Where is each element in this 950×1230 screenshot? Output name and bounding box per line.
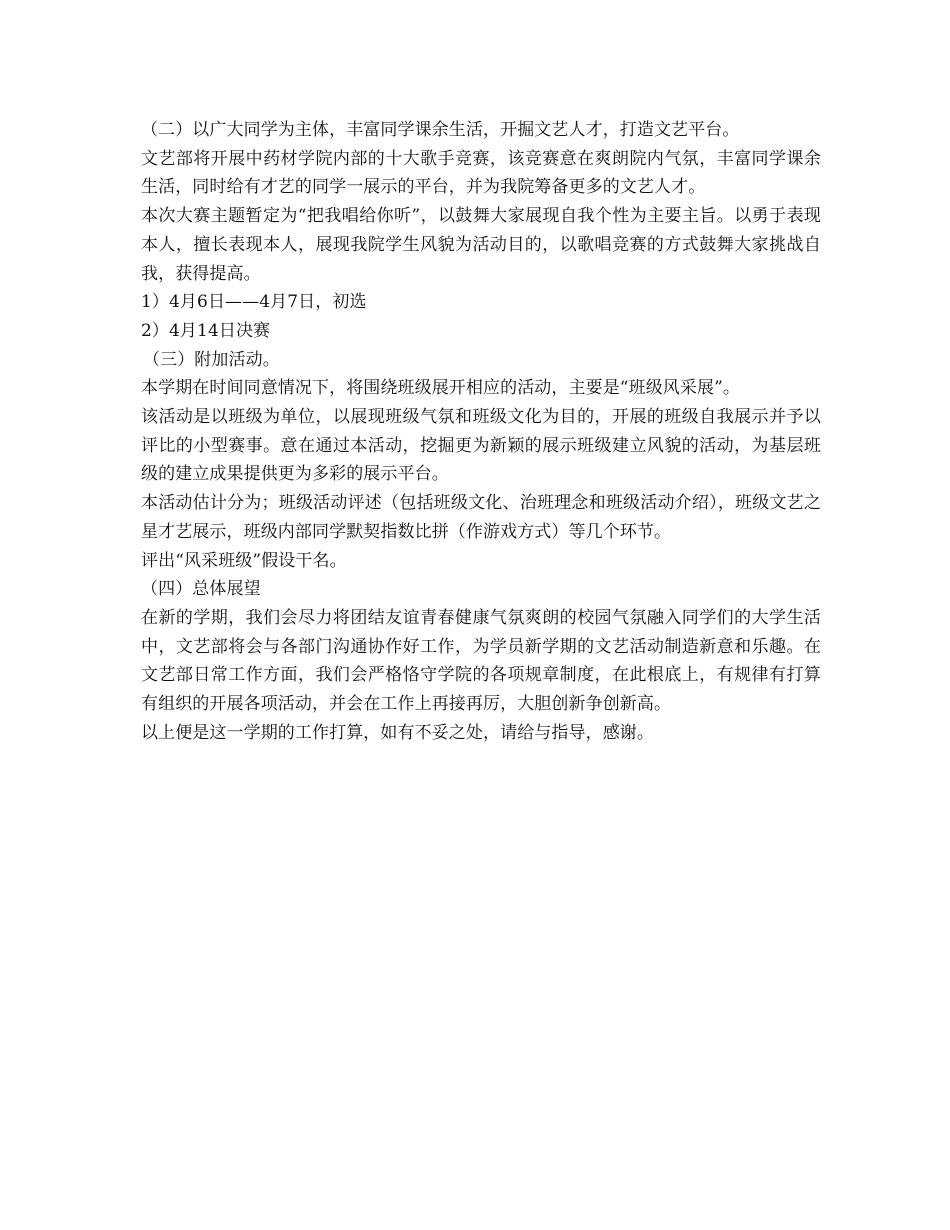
section-heading-four: （四）总体展望 [141,579,261,600]
section-heading-two: （二）以广大同学为主体，丰富同学课余生活，开掘文艺人才，打造文艺平台。 [141,120,740,140]
document-body [141,116,821,747]
paragraph-showcase-purpose: 该活动是以班级为单位，以展现班级气氛和班级文化为目的，开展的班级自我展示并予以评比的小型赛事。意在通过本活动，挖掘更为新颖的展示班级建立风貌的活动，为基层班级的建立成果提供更为多彩的展示平台。 [141,407,821,485]
paragraph-selection: 评出“风采班级”假设干名。 [141,550,347,571]
list-item-preliminary: 1）4月6日——4月7日，初选 [141,292,367,313]
section-heading-three: （三）附加活动。 [143,349,280,370]
list-item-final: 2）4月14日决赛 [141,320,271,341]
paragraph-class-showcase: 本学期在时间同意情况下，将围绕班级展开相应的活动，主要是“班级风采展”。 [141,378,740,399]
paragraph-closing: 以上便是这一学期的工作打算，如有不妥之处，请给与指导，感谢。 [141,722,654,743]
paragraph-outlook: 在新的学期，我们会尽力将团结友谊青春健康气氛爽朗的校园气氛融入同学们的大学生活中，文艺部将会与各部门沟通协作好工作，为学员新学期的文艺活动制造新意和乐趣。在文艺部日常工作方面，我们会严格恪守学院的各项规章制度，在此根底上，有规律有打算有组织的开展各项活动，并会在工作上再接再厉，大胆创新争创新高。 [141,607,821,715]
paragraph-contest-theme: 本次大赛主题暂定为“把我唱给你听”，以鼓舞大家展现自我个性为主要主旨。以勇于表现本人，擅长表现本人，展现我院学生风貌为活动目的，以歌唱竞赛的方式鼓舞大家挑战自我，获得提高。 [141,206,821,284]
paragraph-showcase-parts: 本活动估计分为；班级活动评述（包括班级文化、治班理念和班级活动介绍），班级文艺之星才艺展示，班级内部同学默契指数比拼（作游戏方式）等几个环节。 [141,493,821,542]
paragraph-singer-contest: 文艺部将开展中药材学院内部的十大歌手竞赛，该竞赛意在爽朗院内气氛，丰富同学课余生活，同时给有才艺的同学一展示的平台，并为我院筹备更多的文艺人才。 [141,148,821,198]
